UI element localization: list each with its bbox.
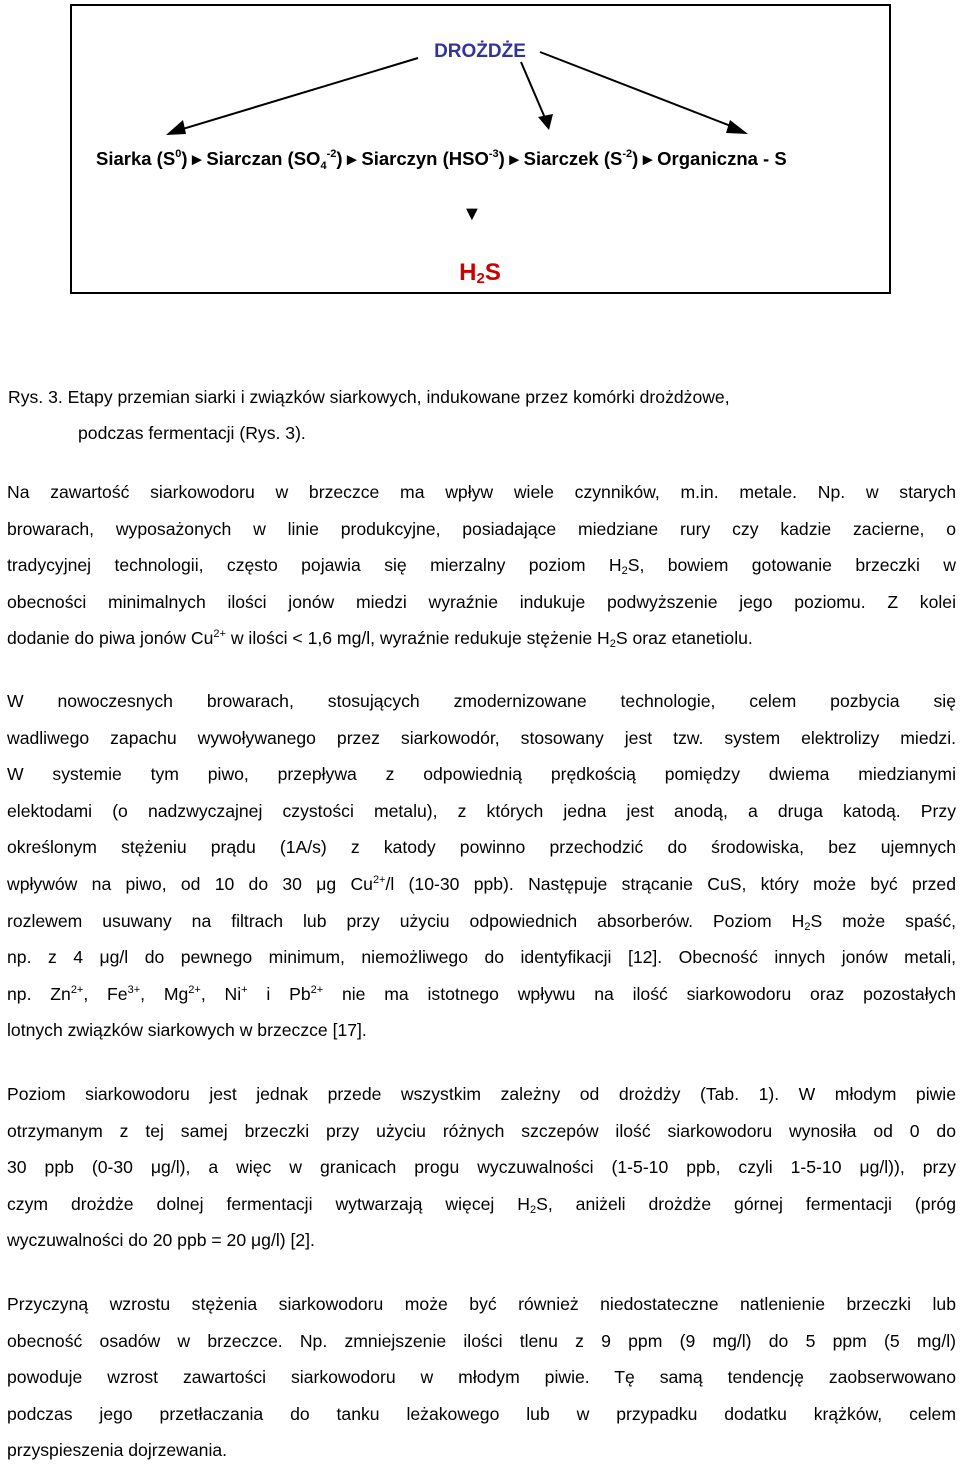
arrow-to-organiczna: [540, 52, 748, 134]
product-h2s: $H_2S$: [459, 259, 501, 287]
text-line: browarach, wyposażonych w linie produkcyjne, posiadające miedziane rury czy kadzie zacierne, o: [7, 518, 956, 539]
figure-caption: [8, 379, 938, 451]
arrow-to-siarczyn: [521, 62, 553, 130]
chain-siarka: Siarka $(S^0)$: [96, 148, 188, 169]
chain-siarczan: Siarczan $(SO_4^{-2})$: [206, 148, 343, 172]
caption-line-2: podczas fermentacji (Rys. 3).: [78, 423, 306, 443]
text-line: wyczuwalności do 20 ppb = 20 μg/l) [2].: [7, 1230, 315, 1251]
right-triangle-icon: ►: [505, 150, 523, 169]
chain-siarczek: Siarczek $(S^{-2})$: [523, 148, 639, 169]
text-line: otrzymanym z tej samej brzeczki przy użyciu różnych szczepów ilość siarkowodoru wynosiła od 0 do: [7, 1120, 956, 1141]
chain-siarczyn: Siarczyn $(HSO^{-3})$: [361, 148, 505, 169]
text-line: W systemie tym piwo, przepływa z odpowiednią prędkością pomiędzy dwiema miedzianymi: [7, 764, 956, 785]
text-line: tradycyjnej technologii, często pojawia się mierzalny poziom $H_2S$, bowiem gotowanie brzeczki w: [7, 555, 956, 578]
text-line: podczas jego przetłaczania do tanku leżakowego lub w przypadku dodatku krążków, celem: [7, 1403, 956, 1424]
text-line: Przyczyną wzrostu stężenia siarkowodoru może być również niedostateczne natlenienie brzeczki lub: [7, 1294, 956, 1314]
sulfur-chain: [96, 147, 787, 172]
caption-line-1: Rys. 3. Etapy przemian siarki i związków siarkowych, indukowane przez komórki drożdżowe,: [8, 387, 730, 407]
text-line: np. z 4 μg/l do pewnego minimum, niemożliwego do identyfikacji [12]. Obecność innych jonów metali,: [7, 947, 956, 968]
right-triangle-icon: ►: [639, 150, 657, 169]
text-line: elektodami (o nadzwyczajnej czystości metalu), z których jedna jest anodą, a druga katodą. Przy: [7, 800, 956, 821]
text-line: dodanie do piwa jonów $Cu^{2+}$ w ilości < 1,6 mg/l, wyraźnie redukuje stężenie $H_2S$ oraz etanetiolu.: [7, 628, 753, 651]
right-triangle-icon: ►: [343, 150, 361, 169]
text-line: określonym stężeniu prądu (1A/s) z katody powinno przechodzić do środowiska, bez ujemnych: [7, 837, 956, 858]
text-line: powoduje wzrost zawartości siarkowodoru w młodym piwie. Tę samą tendencję zaobserwowano: [7, 1367, 956, 1388]
chain-organiczna: Organiczna - S: [657, 148, 787, 169]
text-line: obecność osadów w brzeczce. Np. zmniejszenie ilości tlenu z 9 ppm (9 mg/l) do 5 ppm (5 mg/l): [7, 1330, 956, 1351]
text-line: Poziom siarkowodoru jest jednak przede wszystkim zależny od drożdży (Tab. 1). W młodym piwie: [7, 1084, 956, 1104]
text-line: obecności minimalnych ilości jonów miedzi wyraźnie indukuje podwyższenie jego poziomu. Z kolei: [7, 591, 956, 612]
paragraph-2: [7, 683, 956, 1049]
text-line: rozlewem usuwany na filtrach lub przy użyciu odpowiednich absorberów. Poziom $H_2S$ może spaść,: [7, 910, 957, 933]
right-triangle-icon: ►: [188, 150, 206, 169]
paragraph-3: [7, 1076, 956, 1259]
arrow-to-siarka: [166, 58, 418, 135]
text-line: przyspieszenia dojrzewania.: [7, 1440, 228, 1461]
text-line: wadliwego zapachu wywoływanego przez siarkowodór, stosowany jest tzw. system elektrolizy miedzi.: [7, 727, 956, 748]
text-line: lotnych związków siarkowych w brzeczce [17].: [7, 1020, 367, 1041]
down-triangle-icon: ▼: [462, 203, 482, 225]
figure-title: DROŻDŻE: [434, 41, 526, 62]
text-line: 30 ppb (0-30 μg/l), a więc w granicach progu wyczuwalności (1-5-10 ppb, czyli 1-5-10 μg/l)), przy: [7, 1157, 956, 1178]
text-line: W nowoczesnych browarach, stosujących zmodernizowane technologie, celem pozbycia się: [7, 691, 956, 711]
text-line: np. $Zn^{2+}$, $Fe^{3+}$, $Mg^{2+}$, Ni+ i $Pb^{2+}$ nie ma istotnego wpływu na ilość siarkowodoru oraz pozostałych: [7, 983, 956, 1004]
text-line: czym drożdże dolnej fermentacji wytwarzają więcej $H_2S$, aniżeli drożdże górnej fermentacji (próg: [7, 1193, 956, 1216]
paragraph-1: [7, 474, 956, 657]
paragraph-4: [7, 1286, 956, 1469]
text-line: Na zawartość siarkowodoru w brzeczce ma wpływ wiele czynników, m.in. metale. Np. w starych: [7, 482, 956, 502]
text-line: wpływów na piwo, od 10 do 30 μg $Cu^{2+}/l$ (10-30 ppb). Następuje strącanie CuS, który może być przed: [7, 873, 956, 894]
